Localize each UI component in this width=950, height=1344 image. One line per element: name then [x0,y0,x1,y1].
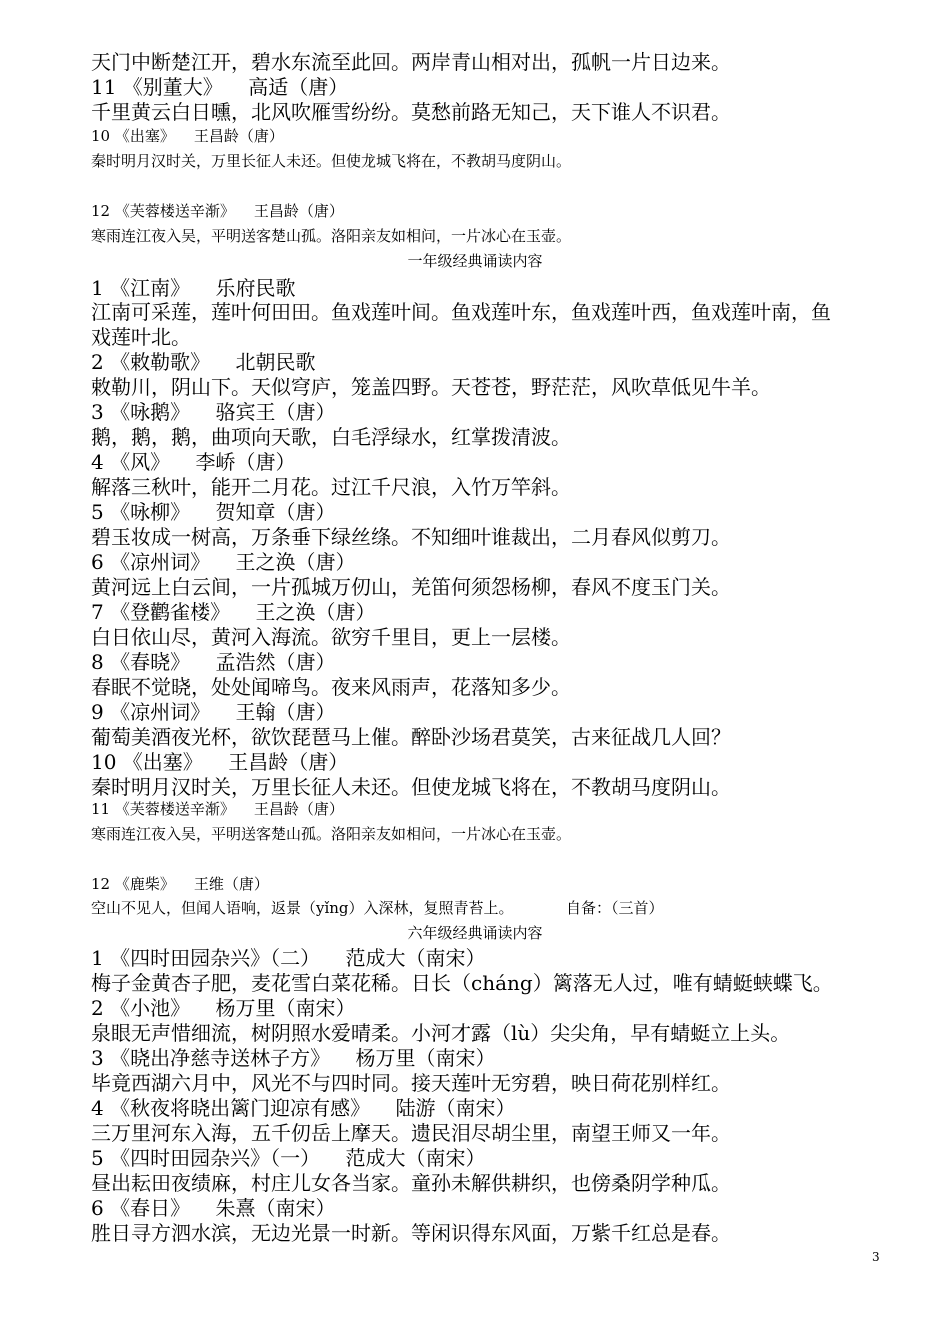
poem-text-line: 敕勒川，阴山下。天似穹庐，笼盖四野。天苍苍，野茫茫，风吹草低见牛羊。 [91,375,771,399]
poem-title-line: 8 《春晓》 孟浩然（唐） [91,650,336,674]
poem-title-line: 9 《凉州词》 王翰（唐） [91,700,336,724]
poem-text-line: 秦时明月汉时关，万里长征人未还。但使龙城飞将在，不教胡马度阴山。 [91,775,731,799]
poem-title-line: 2 《小池》 杨万里（南宋） [91,996,356,1020]
poem-text-line: 空山不见人，但闻人语响，返景（yǐng）入深林，复照青苔上。 自备：（三首） [91,899,664,917]
poem-title-line: 6 《凉州词》 王之涣（唐） [91,550,356,574]
poem-text-line: 解落三秋叶，能开二月花。过江千尺浪，入竹万竿斜。 [91,475,571,499]
poem-text-line: 昼出耘田夜绩麻，村庄儿女各当家。童孙未解供耕织，也傍桑阴学种瓜。 [91,1171,731,1195]
poem-text-line: 碧玉妆成一树高，万条垂下绿丝绦。不知细叶谁裁出，二月春风似剪刀。 [91,525,731,549]
poem-title-line: 5 《四时田园杂兴》（一） 范成大（南宋） [91,1146,486,1170]
poem-title-line: 12 《鹿柴》 王维（唐） [91,875,269,893]
poem-title-line: 4 《风》 李峤（唐） [91,450,296,474]
poem-text-line: 胜日寻方泗水滨，无边光景一时新。等闲识得东风面，万紫千红总是春。 [91,1221,731,1245]
poem-text-line: 黄河远上白云间，一片孤城万仞山，羌笛何须怨杨柳，春风不度玉门关。 [91,575,731,599]
poem-text-line: 葡萄美酒夜光杯，欲饮琵琶马上催。醉卧沙场君莫笑，古来征战几人回？ [91,725,731,749]
poem-text-line: 千里黄云白日曛，北风吹雁雪纷纷。莫愁前路无知己，天下谁人不识君。 [91,100,731,124]
poem-text-line: 梅子金黄杏子肥，麦花雪白菜花稀。日长（cháng）篱落无人过，唯有蜻蜓蛱蝶飞。 [91,971,833,995]
poem-text-line: 鹅，鹅，鹅，曲项向天歌，白毛浮绿水，红掌拨清波。 [91,425,571,449]
poem-title-line: 1 《四时田园杂兴》（二） 范成大（南宋） [91,946,486,970]
poem-title-line: 10 《出塞》 王昌龄（唐） [91,750,349,774]
poem-text-line: 天门中断楚江开，碧水东流至此回。两岸青山相对出，孤帆一片日边来。 [91,50,731,74]
poem-title-line: 3 《咏鹅》 骆宾王（唐） [91,400,336,424]
poem-title-line: 3 《晓出净慈寺送林子方》 杨万里（南宋） [91,1046,496,1070]
page-number: 3 [872,1250,880,1264]
poem-title-line: 12 《芙蓉楼送辛渐》 王昌龄（唐） [91,202,344,220]
poem-text-line: 春眠不觉晓，处处闻啼鸟。夜来风雨声，花落知多少。 [91,675,571,699]
poem-text-line: 寒雨连江夜入吴，平明送客楚山孤。洛阳亲友如相问，一片冰心在玉壶。 [91,227,572,245]
poem-title-line: 2 《敕勒歌》 北朝民歌 [91,350,316,374]
poem-text-line: 戏莲叶北。 [91,325,191,349]
poem-text-line: 寒雨连江夜入吴，平明送客楚山孤。洛阳亲友如相问，一片冰心在玉壶。 [91,825,572,843]
poem-title-line: 5 《咏柳》 贺知章（唐） [91,500,336,524]
poem-title-line: 11 《别董大》 高适（唐） [91,75,349,99]
poem-text-line: 毕竟西湖六月中，风光不与四时同。接天莲叶无穷碧，映日荷花别样红。 [91,1071,731,1095]
poem-title-line: 7 《登鹳雀楼》 王之涣（唐） [91,600,376,624]
poem-text-line: 白日依山尽，黄河入海流。欲穷千里目，更上一层楼。 [91,625,571,649]
poem-title-line: 6 《春日》 朱熹（南宋） [91,1196,336,1220]
poem-text-line: 江南可采莲，莲叶何田田。鱼戏莲叶间。鱼戏莲叶东，鱼戏莲叶西，鱼戏莲叶南，鱼 [91,300,831,324]
poem-text-line: 泉眼无声惜细流，树阴照水爱晴柔。小河才露（lù）尖尖角，早有蜻蜓立上头。 [91,1021,791,1045]
poem-title-line: 10 《出塞》 王昌龄（唐） [91,127,284,145]
poem-text-line: 三万里河东入海，五千仞岳上摩天。遗民泪尽胡尘里，南望王师又一年。 [91,1121,731,1145]
poem-title-line: 4 《秋夜将晓出篱门迎凉有感》 陆游（南宋） [91,1096,516,1120]
poem-title-line: 1 《江南》 乐府民歌 [91,276,296,300]
section-heading: 六年级经典诵读内容 [407,924,543,942]
section-heading: 一年级经典诵读内容 [407,252,543,270]
poem-title-line: 11 《芙蓉楼送辛渐》 王昌龄（唐） [91,800,344,818]
poem-text-line: 秦时明月汉时关，万里长征人未还。但使龙城飞将在，不教胡马度阴山。 [91,152,572,170]
